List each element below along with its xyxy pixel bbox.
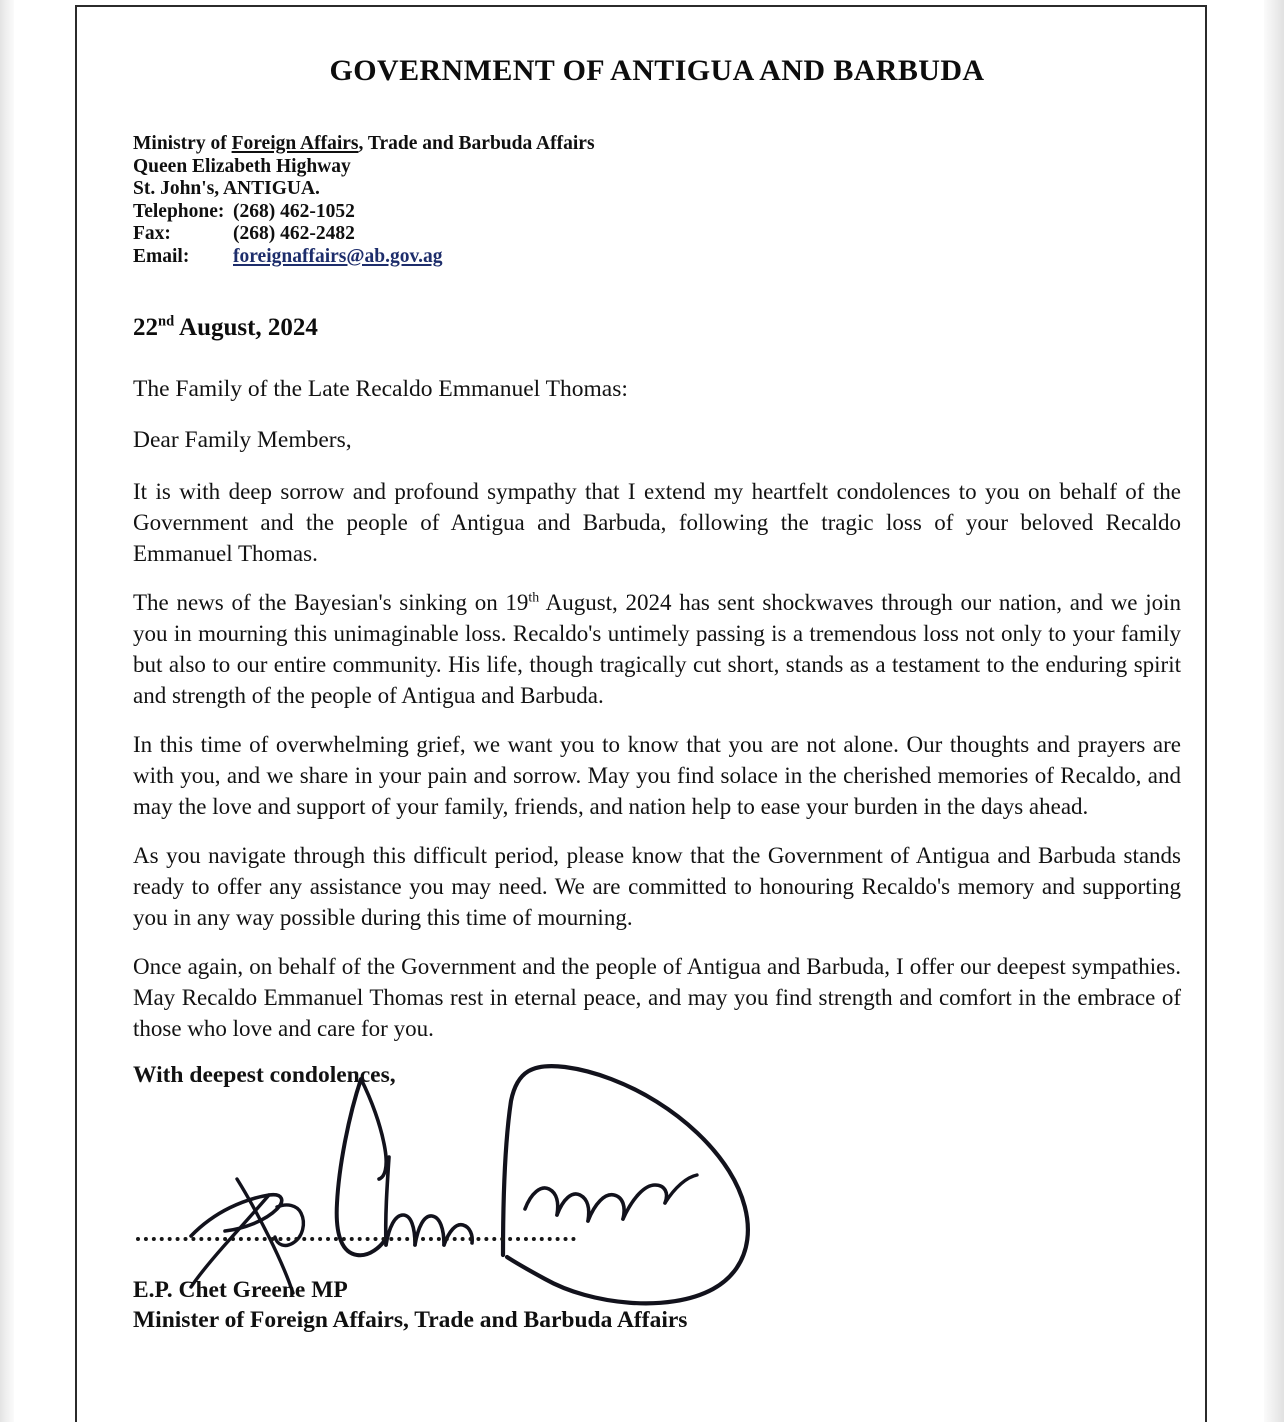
signer-name: E.P. Chet Greene MP bbox=[133, 1277, 348, 1303]
date-ordinal-suffix: nd bbox=[158, 313, 175, 330]
signature-dotted-line bbox=[136, 1237, 576, 1241]
email-row bbox=[133, 246, 1181, 269]
closing-line: With deepest condolences, bbox=[133, 1062, 396, 1088]
address-line-1: Queen Elizabeth Highway bbox=[133, 155, 351, 177]
body-paragraph-3: In this time of overwhelming grief, we want you to know that you are not alone. Our thoughts and prayers are with you, and we share in your pain and sorrow. May you find solace in the cherished memories of Recaldo, and may the love and support of your family, friends, and nation help to ease your burden in the days ahead. bbox=[133, 732, 1181, 819]
salutation-line: Dear Family Members, bbox=[133, 427, 352, 453]
email-link[interactable]: foreignaffairs@ab.gov.ag bbox=[233, 245, 443, 267]
telephone-row bbox=[133, 201, 1181, 224]
telephone-value: (268) 462-1052 bbox=[233, 200, 355, 222]
letter-page bbox=[75, 5, 1207, 1422]
paragraph-2-ordinal-suffix: th bbox=[528, 589, 540, 605]
address-line-2: St. John's, ANTIGUA. bbox=[133, 178, 320, 199]
scan-right-edge bbox=[1264, 0, 1284, 1422]
body-paragraph-4: As you navigate through this difficult period, please know that the Government of Antigua and Barbuda stands ready to offer any assistance you may need. We are committed to honouring Recaldo's memory and supporting you in any way possible during this time of mourning. bbox=[133, 843, 1181, 930]
body-paragraph-2 bbox=[133, 587, 1181, 711]
ministry-line bbox=[133, 133, 1181, 156]
date-rest: August, 2024 bbox=[174, 314, 318, 341]
handwritten-signature bbox=[173, 1061, 813, 1311]
page-content-area bbox=[133, 7, 1181, 1422]
telephone-label: Telephone: bbox=[133, 200, 225, 222]
ministry-underlined-text: Foreign Affairs bbox=[231, 133, 359, 154]
letter-date bbox=[133, 314, 1181, 342]
email-label: Email: bbox=[133, 245, 190, 267]
ministry-prefix: Ministry of bbox=[133, 133, 232, 154]
body-paragraph-5: Once again, on behalf of the Government and the people of Antigua and Barbuda, I offer our deepest sympathies. May Recaldo Emmanuel Thomas rest in eternal peace, and may you find strength and comfort in the embrace of those who love and care for you. bbox=[133, 954, 1181, 1041]
fax-label: Fax: bbox=[133, 223, 171, 244]
letterhead-block bbox=[133, 133, 1181, 268]
letter-body bbox=[133, 376, 1182, 1333]
date-day: 22 bbox=[133, 314, 158, 341]
addressee-line: The Family of the Late Recaldo Emmanuel Thomas: bbox=[133, 376, 628, 402]
page-title: GOVERNMENT OF ANTIGUA AND BARBUDA bbox=[329, 54, 985, 87]
fax-row bbox=[133, 223, 1181, 246]
signature-area bbox=[133, 1061, 1181, 1333]
paragraph-2-part-2: August, 2024 has sent shockwaves through our nation, and we join you in mourning this unimaginable loss. Recaldo's untimely passing is a tremendous loss not only to your family but also to our entire community. His life, though tragically cut short, stands as a testament to the enduring spirit and strength of the people of Antigua and Barbuda. bbox=[133, 590, 1182, 708]
signer-title: Minister of Foreign Affairs, Trade and Barbuda Affairs bbox=[133, 1307, 688, 1333]
ministry-suffix: , Trade and Barbuda Affairs bbox=[358, 133, 595, 154]
fax-value: (268) 462-2482 bbox=[233, 223, 355, 244]
signer-block bbox=[133, 1275, 687, 1335]
paragraph-2-part-1: The news of the Bayesian's sinking on 19 bbox=[133, 590, 529, 615]
scan-left-edge bbox=[0, 0, 14, 1422]
body-paragraph-1: It is with deep sorrow and profound sympathy that I extend my heartfelt condolences to you on behalf of the Government and the people of Antigua and Barbuda, following the tragic loss of your beloved Recaldo Emmanuel Thomas. bbox=[133, 479, 1181, 566]
